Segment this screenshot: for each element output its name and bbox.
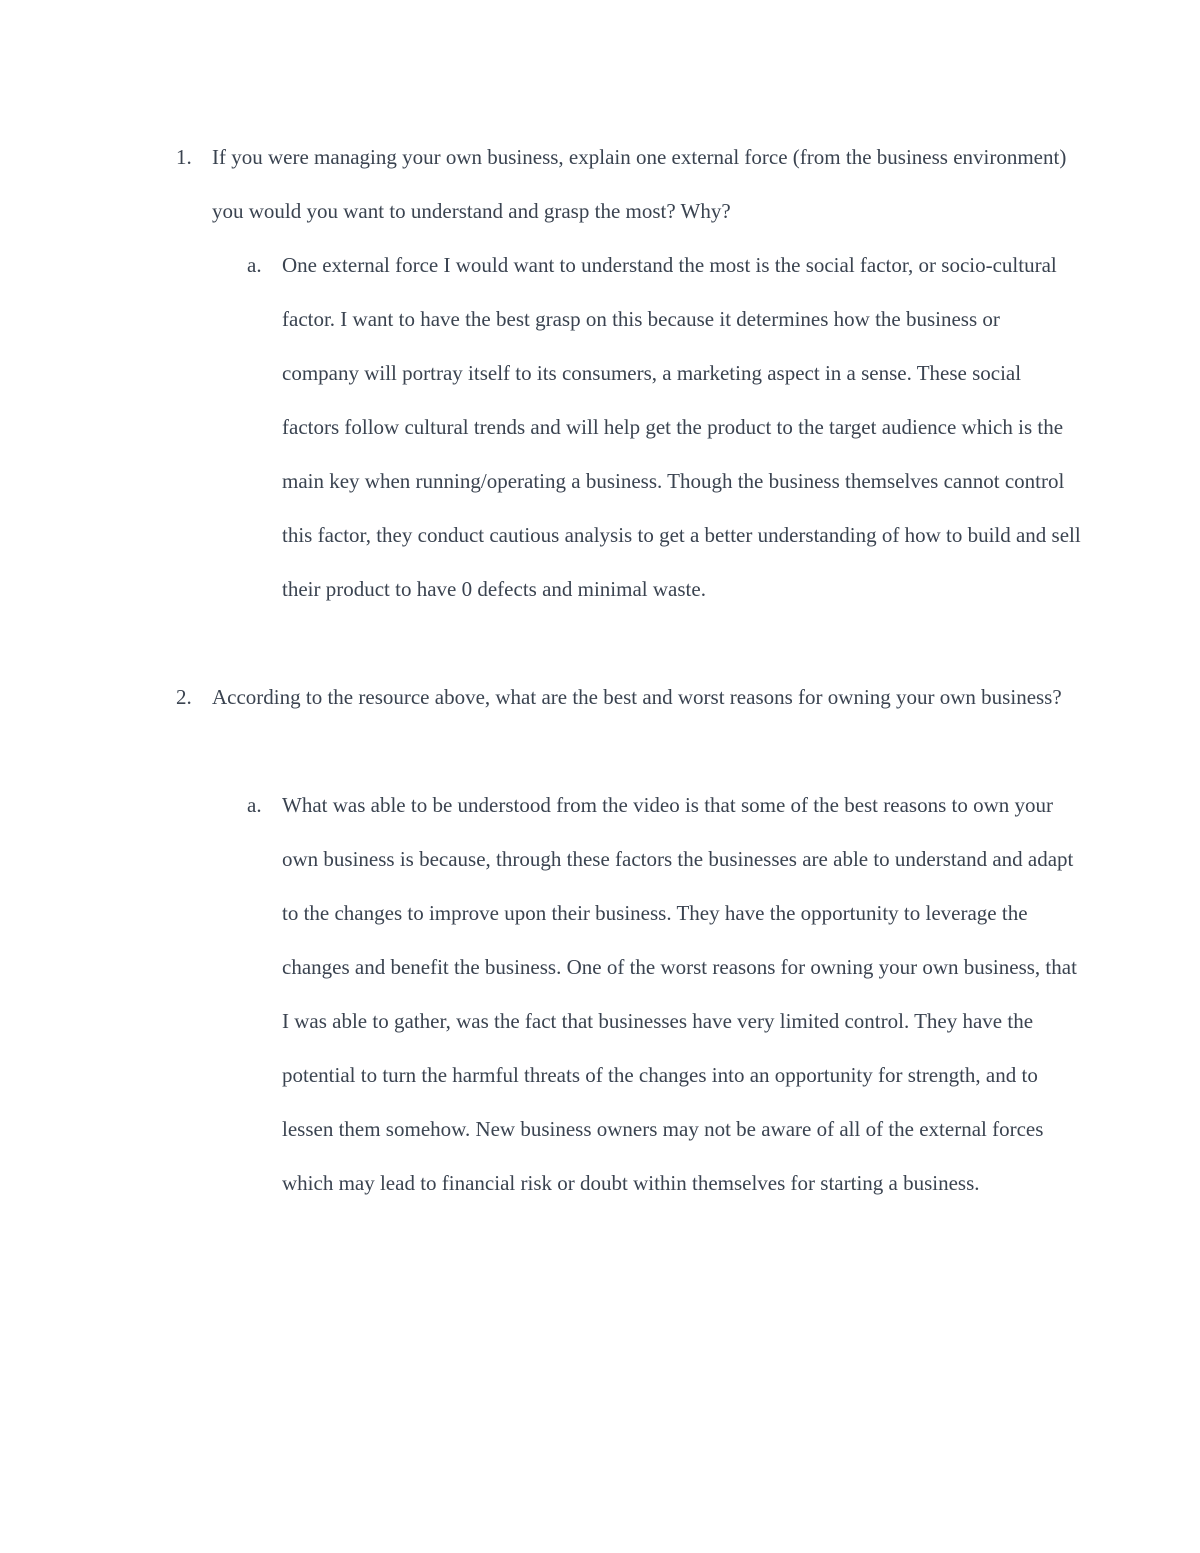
question-1-number: 1. [176, 145, 192, 169]
answer-2-letter: a. [247, 793, 262, 817]
answer-2-text: What was able to be understood from the video is that some of the best reasons to own your own business is because, through these factors the businesses are able to understand and adapt to the changes to improve upon their business. They have the opportunity to leverage the changes and benefit the business. One of the worst reasons for owning your own business, that I was able to gather, was the fact that businesses have very limited control. They have the potential to turn the harmful threats of the changes into an opportunity for strength, and to lessen them somehow. New business owners may not be aware of all of the external forces which may lead to financial risk or doubt within themselves for starting a business. [282, 793, 1077, 1195]
question-2-number: 2. [176, 685, 192, 709]
answer-1-text: One external force I would want to understand the most is the social factor, or socio-cultural factor. I want to have the best grasp on this because it determines how the business or company will portray itself to its consumers, a marketing aspect in a sense. These social factors follow cultural trends and will help get the product to the target audience which is the main key when running/operating a business. Though the business themselves cannot control this factor, they conduct cautious analysis to get a better understanding of how to build and sell their product to have 0 defects and minimal waste. [282, 253, 1081, 601]
question-2-text: According to the resource above, what are the best and worst reasons for owning your own business? [212, 685, 1062, 709]
question-1-text: If you were managing your own business, explain one external force (from the business environment) you would you want to understand and grasp the most? Why? [212, 145, 1067, 223]
answer-1-letter: a. [247, 253, 262, 277]
